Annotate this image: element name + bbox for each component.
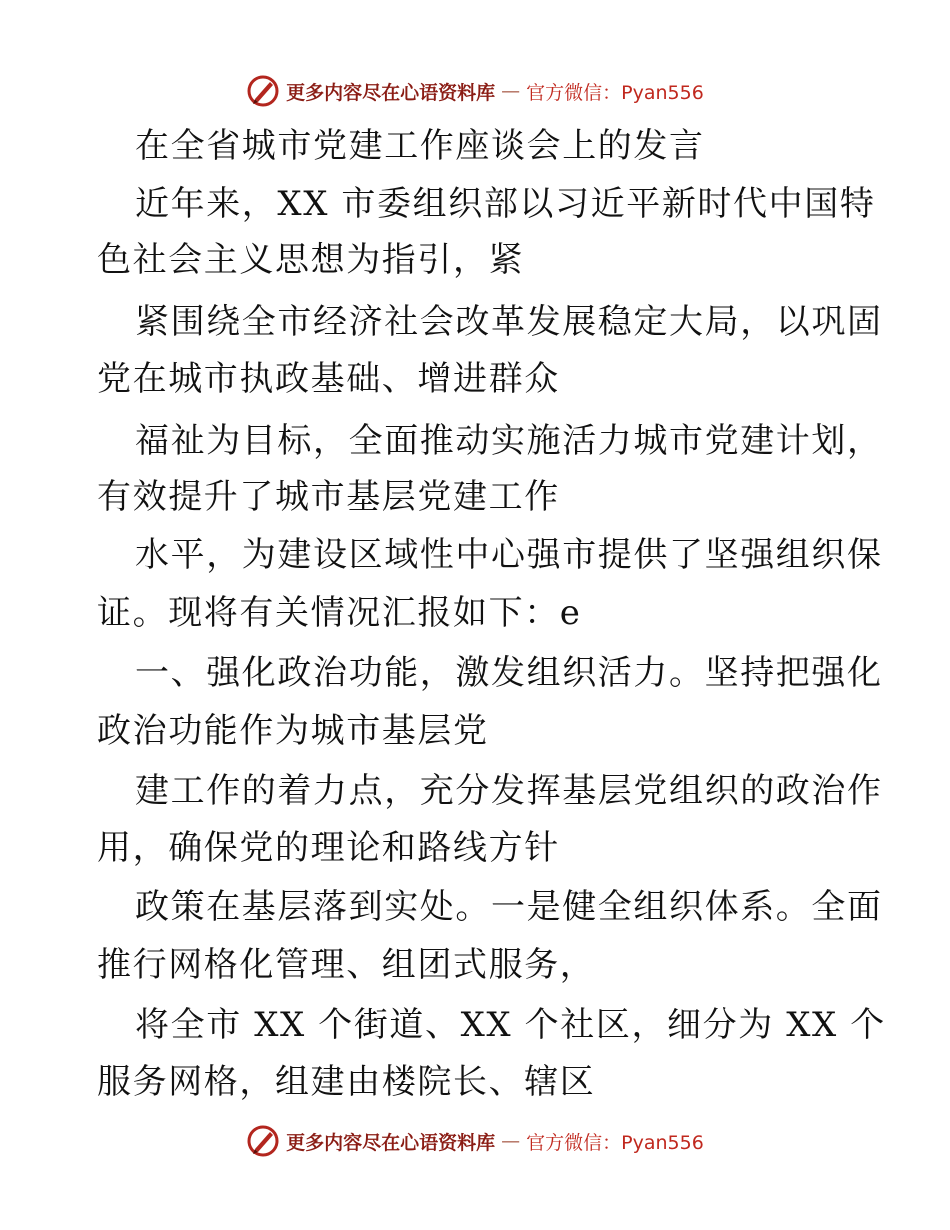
paragraph-line: 近年来，XX 市委组织部以习近平新时代中国特 bbox=[135, 184, 876, 224]
header-banner bbox=[0, 71, 950, 111]
banner-wechat: 官方微信：Pyan556 bbox=[526, 1131, 704, 1154]
paragraph-line: 用，确保党的理论和路线方针 bbox=[97, 828, 560, 868]
paragraph-line: 政治功能作为城市基层党 bbox=[97, 711, 489, 751]
paragraph-line: 有效提升了城市基层党建工作 bbox=[97, 477, 560, 517]
paragraph-line: 水平，为建设区域性中心强市提供了坚强组织保 bbox=[135, 535, 883, 575]
paragraph-line: 将全市 XX 个街道、XX 个社区，细分为 XX 个 bbox=[135, 1005, 886, 1045]
banner-wechat: 官方微信：Pyan556 bbox=[526, 81, 704, 104]
paragraph-line: 色社会主义思想为指引，紧 bbox=[97, 240, 525, 280]
pen-logo-icon bbox=[246, 1124, 280, 1158]
document-title: 在全省城市党建工作座谈会上的发言 bbox=[135, 126, 705, 166]
paragraph-line: 福祉为目标，全面推动实施活力城市党建计划， bbox=[135, 421, 883, 461]
paragraph-line: 政策在基层落到实处。一是健全组织体系。全面 bbox=[135, 887, 883, 927]
section-heading-line: 一、强化政治功能，激发组织活力。坚持把强化 bbox=[135, 653, 883, 693]
footer-banner bbox=[0, 1121, 950, 1161]
paragraph-line: 建工作的着力点，充分发挥基层党组织的政治作 bbox=[135, 771, 883, 811]
banner-separator: — bbox=[501, 1130, 521, 1152]
pen-logo-icon bbox=[246, 74, 280, 108]
paragraph-line: 推行网格化管理、组团式服务， bbox=[97, 945, 596, 985]
banner-separator: — bbox=[501, 80, 521, 102]
paragraph-line: 党在城市执政基础、增进群众 bbox=[97, 359, 560, 399]
banner-title: 更多内容尽在心语资料库 bbox=[286, 81, 496, 104]
paragraph-line: 证。现将有关情况汇报如下：e bbox=[97, 593, 582, 633]
banner-title: 更多内容尽在心语资料库 bbox=[286, 1131, 496, 1154]
paragraph-line: 紧围绕全市经济社会改革发展稳定大局，以巩固 bbox=[135, 302, 883, 342]
paragraph-line: 服务网格，组建由楼院长、辖区 bbox=[97, 1062, 596, 1102]
